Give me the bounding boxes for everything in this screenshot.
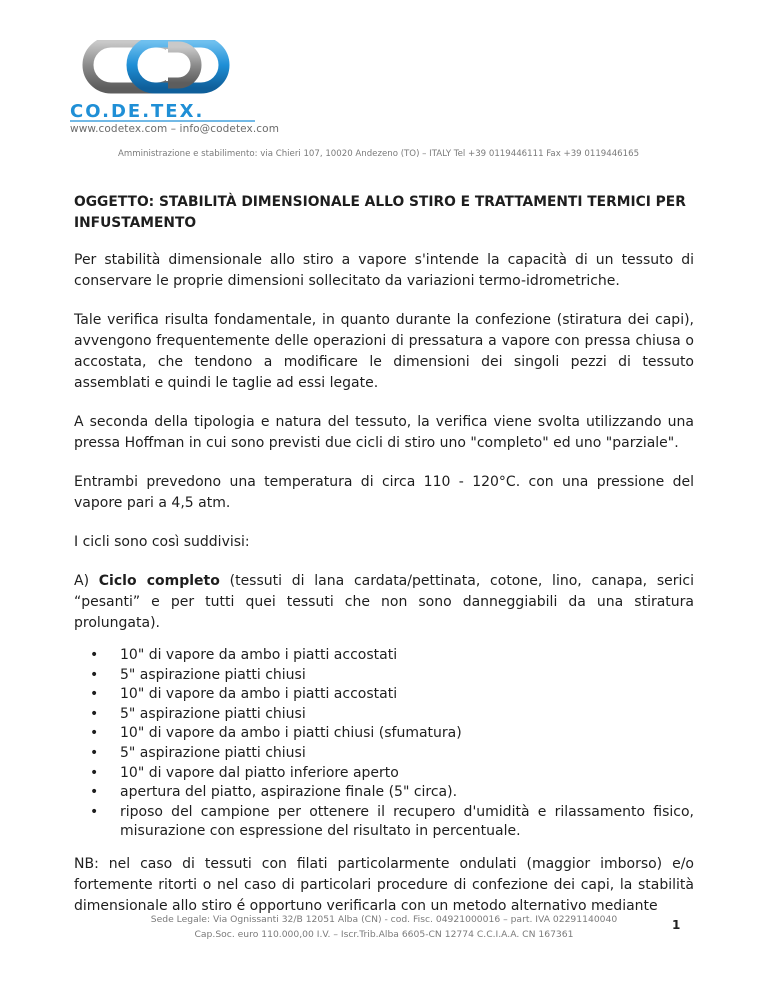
- footer-line-capital: Cap.Soc. euro 110.000,00 I.V. – Iscr.Trib.Alba 6605-CN 12774 C.C.I.A.A. CN 167361: [194, 929, 574, 940]
- bullet-icon: •: [90, 784, 99, 801]
- footer-line-legal: Sede Legale: Via Ognissanti 32/B 12051 Alba (CN) - cod. Fisc. 04921000016 – part. IVA 02291140040: [150, 914, 618, 925]
- bullet-icon: •: [90, 666, 99, 683]
- list-item: • 5" aspirazione piatti chiusi: [104, 705, 694, 725]
- bullet-icon: •: [90, 725, 99, 742]
- list-item: • 10" di vapore da ambo i piatti accostati: [104, 685, 694, 705]
- bullet-icon: •: [90, 705, 99, 722]
- nb-paragraph: NB: nel caso di tessuti con filati particolarmente ondulati (maggior imborso) e/o fortemente ritorti o nel caso di particolari procedure di confezione dei capi, la stabilità dimensionale allo stiro é opportuno verificarla con un metodo alternativo mediante: [74, 855, 694, 914]
- footer: [0, 912, 768, 942]
- bullet-icon: •: [90, 647, 99, 663]
- bullet-icon: •: [90, 744, 99, 761]
- cycle-a-title: Ciclo completo: [98, 573, 220, 589]
- list-item: • 5" aspirazione piatti chiusi: [104, 744, 694, 764]
- paragraph: I cicli sono così suddivisi:: [74, 534, 250, 550]
- page-number: 1: [672, 918, 681, 932]
- list-item: • 5" aspirazione piatti chiusi: [104, 666, 694, 686]
- logo-wordmark: CO.DE.TEX.: [70, 101, 205, 122]
- paragraph: A seconda della tipologia e natura del tessuto, la verifica viene svolta utilizzando una pressa Hoffman in cui sono previsti due cicli di stiro uno "completo" ed uno "parziale".: [74, 414, 694, 451]
- paragraph: Per stabilità dimensionale allo stiro a vapore s'intende la capacità di un tessuto di conservare le proprie dimensioni sollecitato da variazioni termo-idrometriche.: [74, 252, 694, 289]
- codetex-logo: [70, 40, 260, 130]
- paragraph: Tale verifica risulta fondamentale, in quanto durante la confezione (stiratura dei capi), avvengono frequentemente delle operazioni di pressatura a vapore con pressa chiusa o accostata, che tendono a modificare le dimensioni dei singoli pezzi di tessuto assemblati e quindi le taglie ad essi legate.: [74, 312, 694, 391]
- contacts-line: www.codetex.com – info@codetex.com: [70, 123, 280, 135]
- list-item: • riposo del campione per ottenere il recupero d'umidità e rilassamento fisico, misurazione con espressione del risultato in percentuale.: [90, 803, 694, 840]
- subject-heading: OGGETTO: STABILITÀ DIMENSIONALE ALLO STIRO E TRATTAMENTI TERMICI PER INFUSTAMENTO: [74, 194, 686, 231]
- list-item: • apertura del piatto, aspirazione finale (5" circa).: [104, 783, 694, 803]
- cycle-a-description: (tessuti di lana cardata/pettinata, cotone, lino, canapa, serici “pesanti” e per tutti quei tessuti che non sono danneggiabili da una stiratura prolungata).: [74, 573, 694, 631]
- cycle-a-paragraph: [74, 571, 694, 634]
- list-item: • 10" di vapore da ambo i piatti chiusi (sfumatura): [104, 724, 694, 744]
- admin-address-line: Amministrazione e stabilimento: via Chieri 107, 10020 Andezeno (TO) – ITALY Tel +39 0119446111 Fax +39 0119446165: [118, 149, 640, 159]
- paragraph: Entrambi prevedono una temperatura di circa 110 - 120°C. con una pressione del vapore pari a 4,5 atm.: [74, 474, 694, 511]
- bullet-icon: •: [90, 764, 99, 781]
- list-item: • 10" di vapore dal piatto inferiore aperto: [104, 764, 694, 784]
- cycle-a-prefix: A): [74, 573, 99, 589]
- list-item: • 10" di vapore da ambo i piatti accostati: [104, 646, 694, 666]
- bullet-icon: •: [90, 803, 99, 820]
- document-body: [74, 192, 694, 935]
- cycle-steps-list: [74, 646, 694, 842]
- bullet-icon: •: [90, 686, 99, 703]
